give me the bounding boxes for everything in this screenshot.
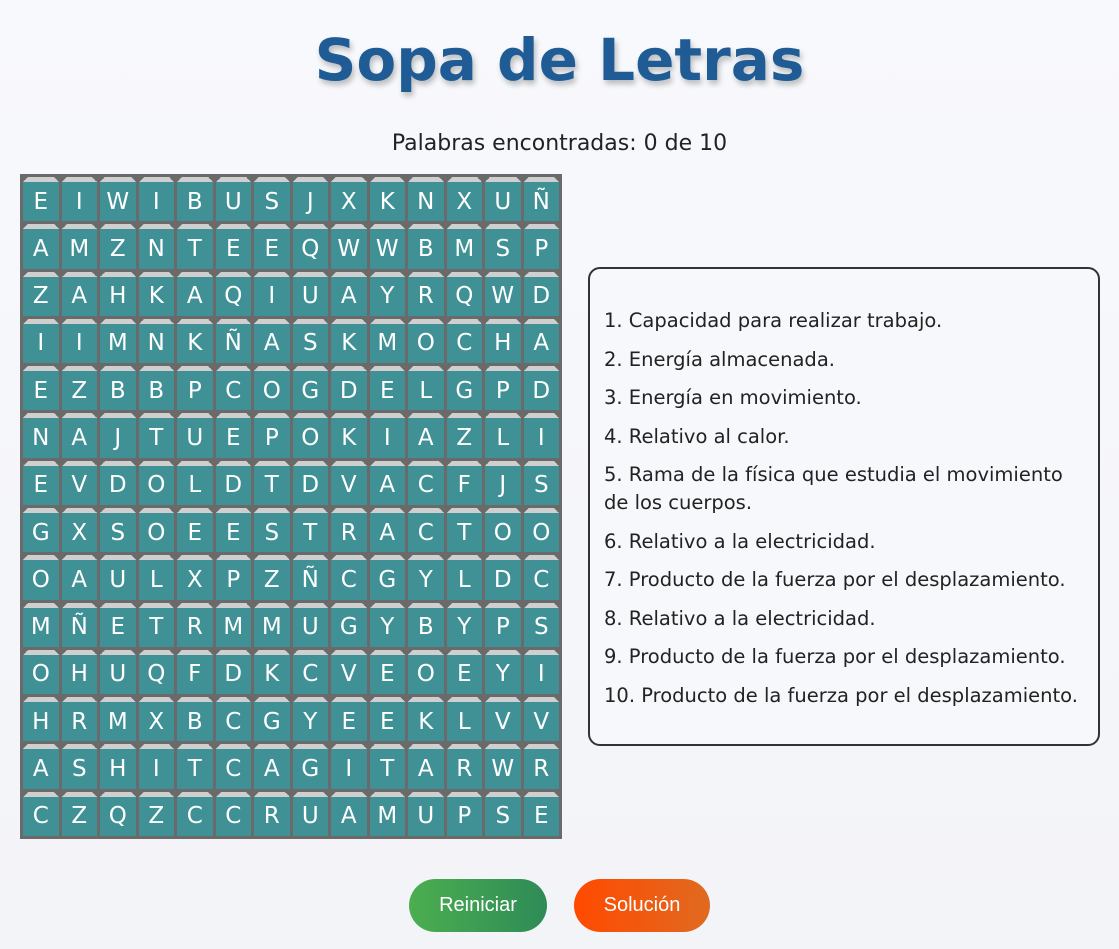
grid-cell[interactable]: E: [370, 650, 406, 694]
grid-cell[interactable]: K: [331, 319, 367, 363]
grid-cell[interactable]: S: [524, 603, 560, 647]
grid-cell[interactable]: A: [23, 744, 59, 788]
grid-cell[interactable]: P: [524, 224, 560, 268]
grid-cell[interactable]: C: [293, 650, 329, 694]
grid-cell[interactable]: S: [254, 177, 290, 221]
grid-cell[interactable]: T: [447, 508, 483, 552]
clue-item: 3. Energía en movimiento.: [604, 386, 862, 409]
grid-cell[interactable]: W: [485, 272, 521, 316]
grid-cell[interactable]: A: [23, 224, 59, 268]
grid-cell[interactable]: S: [100, 508, 136, 552]
grid-cell[interactable]: M: [100, 697, 136, 741]
grid-cell[interactable]: A: [408, 744, 444, 788]
grid-cell[interactable]: E: [370, 697, 406, 741]
grid-cell[interactable]: T: [254, 461, 290, 505]
grid-cell[interactable]: L: [485, 413, 521, 457]
grid-cell[interactable]: J: [293, 177, 329, 221]
grid-cell[interactable]: P: [485, 366, 521, 410]
grid-cell[interactable]: A: [62, 413, 98, 457]
grid-cell[interactable]: O: [293, 413, 329, 457]
grid-cell[interactable]: A: [331, 792, 367, 836]
grid-cell[interactable]: W: [331, 224, 367, 268]
grid-cell[interactable]: U: [216, 177, 252, 221]
grid-cell[interactable]: E: [254, 224, 290, 268]
grid-cell[interactable]: N: [408, 177, 444, 221]
grid-cell[interactable]: X: [139, 697, 175, 741]
grid-cell[interactable]: J: [485, 461, 521, 505]
grid-cell[interactable]: Z: [62, 792, 98, 836]
grid-cell[interactable]: U: [293, 272, 329, 316]
grid-cell[interactable]: M: [370, 319, 406, 363]
grid-cell[interactable]: V: [331, 650, 367, 694]
grid-cell[interactable]: A: [62, 555, 98, 599]
grid-cell[interactable]: T: [139, 603, 175, 647]
grid-cell[interactable]: T: [139, 413, 175, 457]
grid-cell[interactable]: N: [23, 413, 59, 457]
grid-cell[interactable]: E: [23, 461, 59, 505]
grid-cell[interactable]: Z: [447, 413, 483, 457]
grid-cell[interactable]: O: [139, 461, 175, 505]
grid-cell[interactable]: Q: [100, 792, 136, 836]
grid-cell[interactable]: O: [408, 319, 444, 363]
grid-cell[interactable]: L: [447, 697, 483, 741]
grid-cell[interactable]: Z: [254, 555, 290, 599]
grid-cell[interactable]: I: [370, 413, 406, 457]
grid-cell[interactable]: Z: [23, 272, 59, 316]
grid-cell[interactable]: D: [293, 461, 329, 505]
clue-item: 6. Relativo a la electricidad.: [604, 529, 876, 553]
grid-cell[interactable]: B: [177, 697, 213, 741]
grid-cell[interactable]: F: [177, 650, 213, 694]
grid-cell[interactable]: O: [23, 650, 59, 694]
clue-item: 1. Capacidad para realizar trabajo.: [604, 309, 943, 332]
grid-cell[interactable]: Z: [139, 792, 175, 836]
grid-cell[interactable]: Ñ: [216, 319, 252, 363]
grid-cell[interactable]: R: [447, 744, 483, 788]
grid-cell[interactable]: M: [370, 792, 406, 836]
grid-cell[interactable]: P: [485, 603, 521, 647]
letter-grid: [20, 174, 562, 839]
grid-cell[interactable]: A: [62, 272, 98, 316]
grid-cell[interactable]: I: [254, 272, 290, 316]
grid-cell[interactable]: V: [62, 461, 98, 505]
grid-cell[interactable]: S: [524, 461, 560, 505]
grid-cell[interactable]: O: [139, 508, 175, 552]
grid-cell[interactable]: O: [485, 508, 521, 552]
grid-cell[interactable]: A: [177, 272, 213, 316]
grid-cell[interactable]: Y: [293, 697, 329, 741]
grid-cell[interactable]: O: [408, 650, 444, 694]
grid-cell[interactable]: A: [370, 461, 406, 505]
grid-cell[interactable]: E: [23, 366, 59, 410]
grid-cell[interactable]: E: [331, 697, 367, 741]
grid-cell[interactable]: I: [62, 177, 98, 221]
page-title: Sopa de Letras: [314, 26, 805, 94]
grid-cell[interactable]: A: [408, 413, 444, 457]
grid-cell[interactable]: B: [177, 177, 213, 221]
solution-button[interactable]: Solución: [574, 879, 710, 932]
grid-cell[interactable]: B: [100, 366, 136, 410]
grid-cell[interactable]: R: [524, 744, 560, 788]
grid-cell[interactable]: C: [216, 744, 252, 788]
clue-item: 4. Relativo al calor.: [604, 424, 790, 448]
grid-cell[interactable]: Ñ: [62, 603, 98, 647]
grid-cell[interactable]: E: [216, 508, 252, 552]
grid-cell[interactable]: E: [23, 177, 59, 221]
grid-cell[interactable]: O: [23, 555, 59, 599]
grid-cell[interactable]: N: [139, 224, 175, 268]
grid-cell[interactable]: I: [331, 744, 367, 788]
grid-cell[interactable]: R: [177, 603, 213, 647]
grid-cell[interactable]: A: [331, 272, 367, 316]
grid-cell[interactable]: E: [216, 413, 252, 457]
grid-cell[interactable]: R: [254, 792, 290, 836]
clue-item: 9. Producto de la fuerza por el desplazamiento.: [604, 645, 1066, 668]
grid-cell[interactable]: D: [485, 555, 521, 599]
grid-cell[interactable]: D: [100, 461, 136, 505]
grid-cell[interactable]: H: [100, 272, 136, 316]
grid-cell[interactable]: S: [293, 319, 329, 363]
grid-cell[interactable]: U: [485, 177, 521, 221]
grid-cell[interactable]: Y: [447, 603, 483, 647]
grid-cell[interactable]: G: [447, 366, 483, 410]
grid-cell[interactable]: I: [139, 177, 175, 221]
grid-cell[interactable]: Y: [370, 603, 406, 647]
grid-cell[interactable]: O: [524, 508, 560, 552]
grid-cell[interactable]: Ñ: [524, 177, 560, 221]
grid-cell[interactable]: E: [216, 224, 252, 268]
grid-cell[interactable]: K: [370, 177, 406, 221]
grid-cell[interactable]: R: [331, 508, 367, 552]
grid-cell[interactable]: Z: [62, 366, 98, 410]
grid-cell[interactable]: H: [23, 697, 59, 741]
grid-cell[interactable]: I: [524, 650, 560, 694]
grid-cell[interactable]: G: [23, 508, 59, 552]
grid-cell[interactable]: E: [370, 366, 406, 410]
clue-item: 10. Producto de la fuerza por el desplazamiento.: [604, 683, 1078, 707]
grid-cell[interactable]: C: [216, 366, 252, 410]
grid-cell[interactable]: B: [139, 366, 175, 410]
grid-cell[interactable]: B: [408, 603, 444, 647]
grid-cell[interactable]: M: [62, 224, 98, 268]
grid-cell[interactable]: T: [177, 744, 213, 788]
clue-item: 2. Energía almacenada.: [604, 347, 835, 371]
grid-cell[interactable]: H: [62, 650, 98, 694]
grid-cell[interactable]: C: [408, 461, 444, 505]
grid-cell[interactable]: Q: [447, 272, 483, 316]
grid-cell[interactable]: I: [524, 413, 560, 457]
grid-cell[interactable]: Q: [293, 224, 329, 268]
grid-cell[interactable]: P: [447, 792, 483, 836]
grid-cell[interactable]: K: [254, 650, 290, 694]
grid-cell[interactable]: S: [254, 508, 290, 552]
reset-button[interactable]: Reiniciar: [409, 879, 547, 932]
grid-cell[interactable]: V: [485, 697, 521, 741]
grid-cell[interactable]: M: [447, 224, 483, 268]
grid-cell[interactable]: C: [408, 508, 444, 552]
grid-cell[interactable]: P: [216, 555, 252, 599]
clue-item: 7. Producto de la fuerza por el desplazamiento.: [604, 568, 1066, 591]
grid-cell[interactable]: X: [62, 508, 98, 552]
grid-cell[interactable]: M: [23, 603, 59, 647]
grid-cell[interactable]: C: [23, 792, 59, 836]
grid-cell[interactable]: Y: [485, 650, 521, 694]
grid-cell[interactable]: F: [447, 461, 483, 505]
grid-cell[interactable]: V: [331, 461, 367, 505]
grid-cell[interactable]: U: [100, 555, 136, 599]
grid-cell[interactable]: T: [370, 744, 406, 788]
grid-cell[interactable]: G: [293, 744, 329, 788]
grid-cell[interactable]: A: [524, 319, 560, 363]
grid-cell[interactable]: K: [331, 413, 367, 457]
grid-cell[interactable]: C: [331, 555, 367, 599]
grid-cell[interactable]: E: [524, 792, 560, 836]
grid-cell[interactable]: I: [23, 319, 59, 363]
grid-cell[interactable]: L: [447, 555, 483, 599]
grid-cell[interactable]: T: [177, 224, 213, 268]
grid-cell[interactable]: R: [62, 697, 98, 741]
grid-cell[interactable]: U: [100, 650, 136, 694]
grid-cell[interactable]: A: [370, 508, 406, 552]
grid-cell[interactable]: D: [331, 366, 367, 410]
grid-cell[interactable]: H: [485, 319, 521, 363]
grid-cell[interactable]: D: [216, 461, 252, 505]
clue-list: [588, 267, 1100, 746]
grid-cell[interactable]: Z: [100, 224, 136, 268]
grid-cell[interactable]: G: [370, 555, 406, 599]
grid-cell[interactable]: U: [177, 413, 213, 457]
grid-cell[interactable]: M: [254, 603, 290, 647]
grid-cell[interactable]: X: [177, 555, 213, 599]
grid-cell[interactable]: P: [177, 366, 213, 410]
grid-cell[interactable]: H: [100, 744, 136, 788]
grid-cell[interactable]: X: [331, 177, 367, 221]
grid-cell[interactable]: X: [447, 177, 483, 221]
grid-cell[interactable]: M: [216, 603, 252, 647]
grid-cell[interactable]: L: [139, 555, 175, 599]
grid-cell[interactable]: G: [293, 366, 329, 410]
grid-cell[interactable]: A: [254, 319, 290, 363]
grid-cell[interactable]: U: [408, 792, 444, 836]
grid-cell[interactable]: J: [100, 413, 136, 457]
grid-cell[interactable]: U: [293, 603, 329, 647]
grid-cell[interactable]: W: [100, 177, 136, 221]
grid-cell[interactable]: B: [408, 224, 444, 268]
grid-cell[interactable]: K: [408, 697, 444, 741]
grid-cell[interactable]: I: [139, 744, 175, 788]
grid-cell[interactable]: S: [485, 792, 521, 836]
grid-cell[interactable]: E: [100, 603, 136, 647]
grid-cell[interactable]: C: [216, 792, 252, 836]
grid-cell[interactable]: Y: [370, 272, 406, 316]
grid-cell[interactable]: D: [524, 366, 560, 410]
grid-cell[interactable]: C: [216, 697, 252, 741]
grid-cell[interactable]: G: [331, 603, 367, 647]
grid-cell[interactable]: Q: [139, 650, 175, 694]
grid-cell[interactable]: W: [370, 224, 406, 268]
grid-cell[interactable]: P: [254, 413, 290, 457]
grid-cell[interactable]: W: [485, 744, 521, 788]
grid-cell[interactable]: E: [447, 650, 483, 694]
grid-cell[interactable]: Y: [408, 555, 444, 599]
clue-item: 8. Relativo a la electricidad.: [604, 606, 876, 630]
grid-cell[interactable]: K: [139, 272, 175, 316]
grid-cell[interactable]: Q: [216, 272, 252, 316]
grid-cell[interactable]: S: [485, 224, 521, 268]
grid-cell[interactable]: K: [177, 319, 213, 363]
found-words-counter: Palabras encontradas: 0 de 10: [391, 131, 728, 156]
grid-cell[interactable]: L: [408, 366, 444, 410]
grid-cell[interactable]: O: [254, 366, 290, 410]
grid-cell[interactable]: C: [177, 792, 213, 836]
grid-cell[interactable]: D: [524, 272, 560, 316]
grid-cell[interactable]: G: [254, 697, 290, 741]
grid-cell[interactable]: E: [177, 508, 213, 552]
grid-cell[interactable]: M: [100, 319, 136, 363]
grid-cell[interactable]: U: [293, 792, 329, 836]
grid-cell[interactable]: T: [293, 508, 329, 552]
grid-cell[interactable]: V: [524, 697, 560, 741]
grid-cell[interactable]: N: [139, 319, 175, 363]
grid-cell[interactable]: C: [447, 319, 483, 363]
grid-cell[interactable]: D: [216, 650, 252, 694]
grid-cell[interactable]: S: [62, 744, 98, 788]
grid-cell[interactable]: R: [408, 272, 444, 316]
grid-cell[interactable]: I: [62, 319, 98, 363]
grid-cell[interactable]: Ñ: [293, 555, 329, 599]
grid-cell[interactable]: C: [524, 555, 560, 599]
clue-item: 5. Rama de la física que estudia el movimiento de los cuerpos.: [604, 463, 1063, 514]
grid-cell[interactable]: A: [254, 744, 290, 788]
grid-cell[interactable]: L: [177, 461, 213, 505]
